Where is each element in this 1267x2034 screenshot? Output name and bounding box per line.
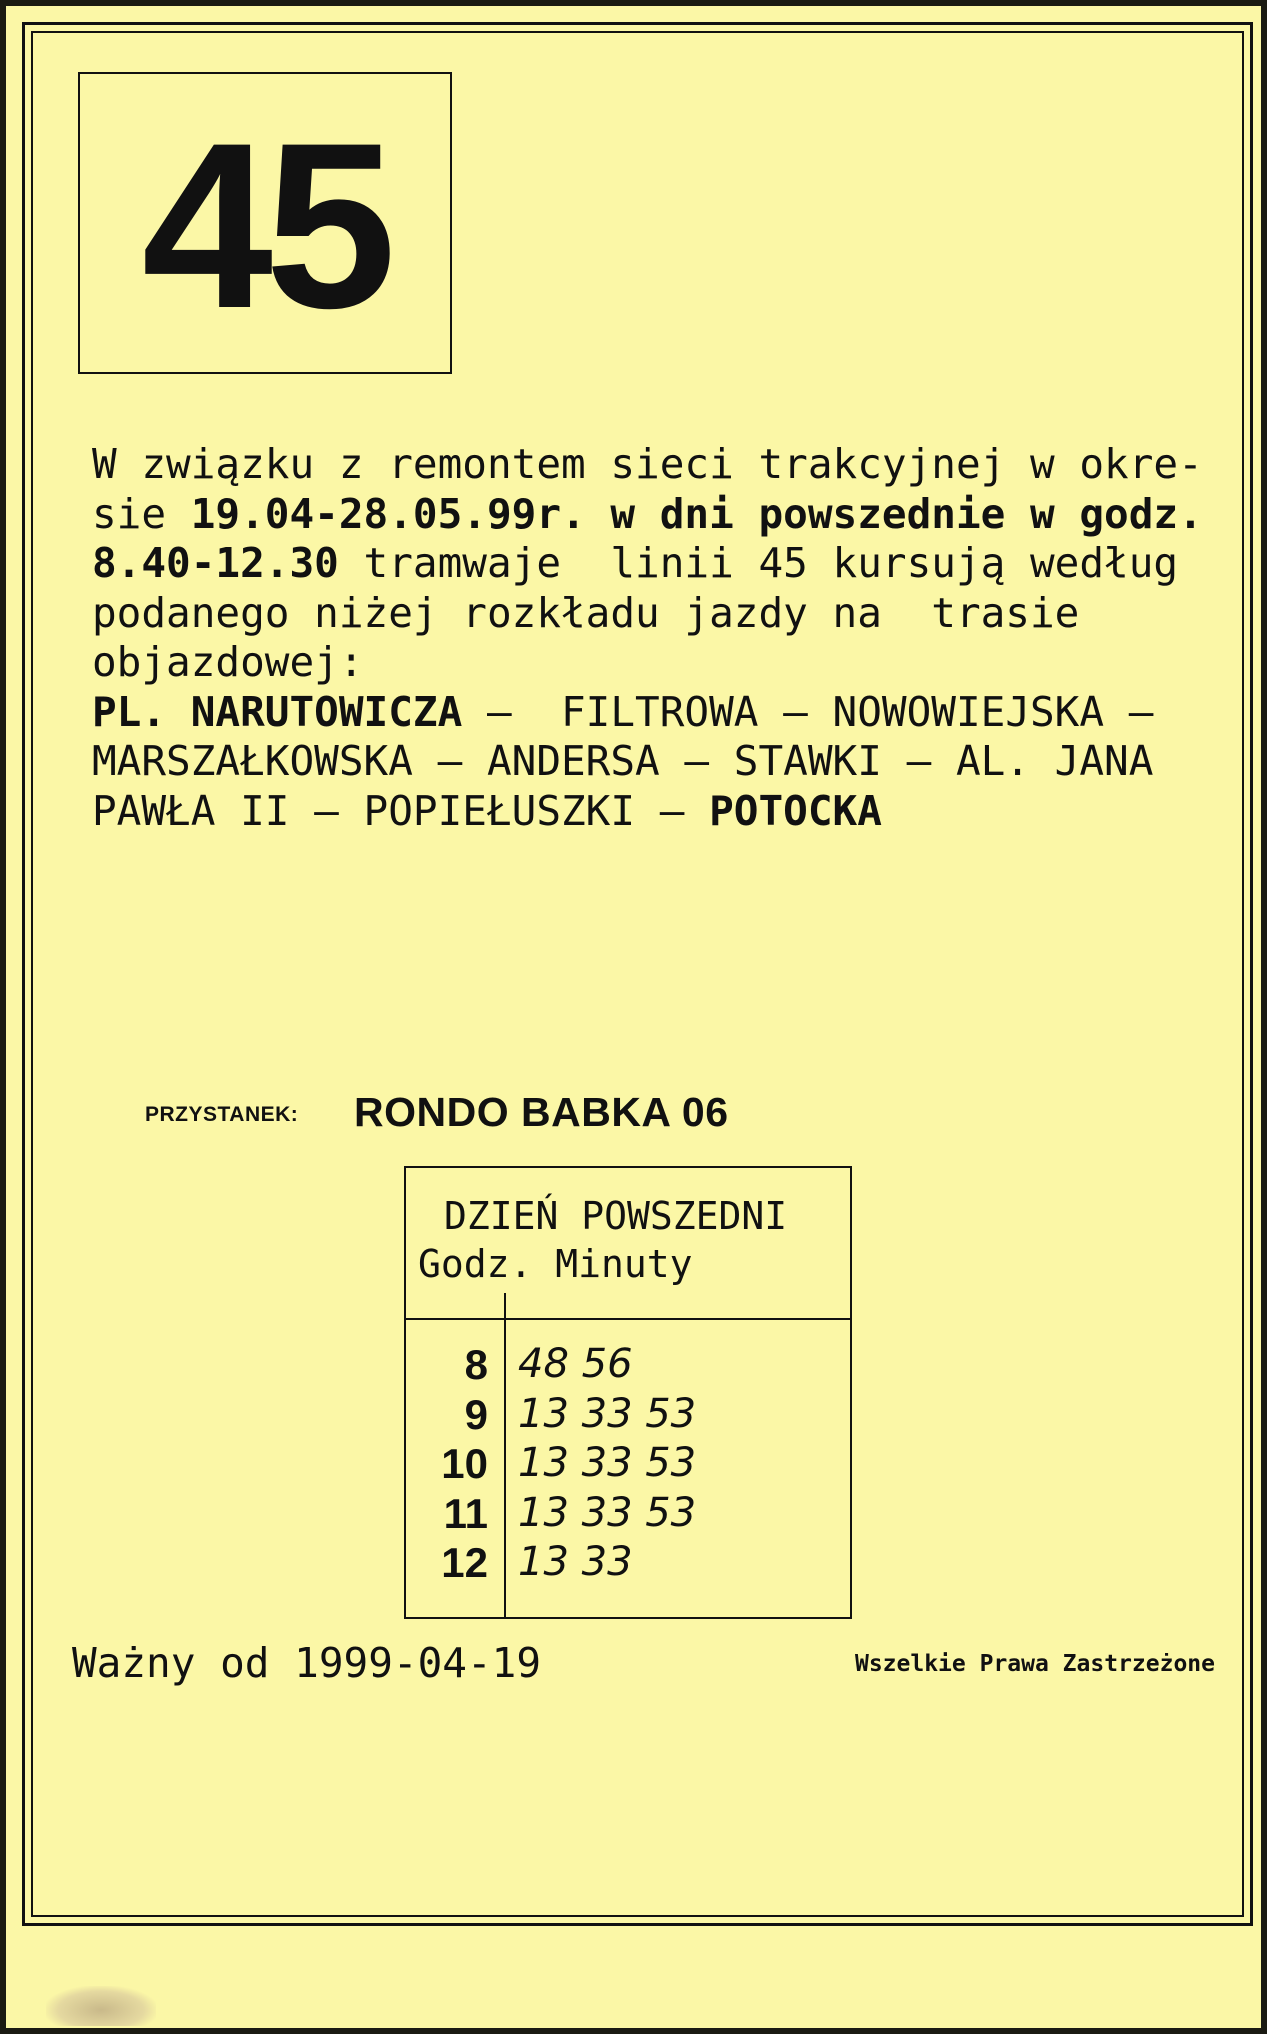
route-text: – FILTROWA – NOWOWIEJSKA –: [462, 687, 1154, 736]
valid-from: Ważny od 1999-04-19: [72, 1639, 541, 1687]
notice-text: podanego niżej rozkładu jazdy na trasie: [92, 588, 1080, 637]
notice-hours: 8.40-12.30: [92, 539, 339, 587]
minutes-cell: 13 33 53: [518, 1489, 697, 1536]
line-number-box: [78, 72, 452, 374]
notice-line-6: [92, 688, 1192, 738]
hour-cell: 9: [464, 1390, 488, 1438]
minutes-cell: 13 33 53: [518, 1440, 697, 1486]
route-start: PL. NARUTOWICZA: [92, 687, 463, 736]
timetable-rows: [406, 1340, 850, 1588]
paper-stain: [46, 1986, 156, 2026]
minutes-cell: 13 33 53: [518, 1390, 697, 1437]
header-divider: [406, 1318, 850, 1320]
notice-line-7: [92, 737, 1192, 787]
minutes-cell: 13 33: [518, 1539, 633, 1585]
hour-cell: 12: [441, 1539, 488, 1586]
notice-line-8: [92, 787, 1192, 837]
table-row: [406, 1538, 850, 1588]
route-text: PAWŁA II – POPIEŁUSZKI –: [92, 786, 710, 835]
notice-text: tramwaje linii 45 kursują według: [338, 539, 1179, 587]
column-headers: [418, 1242, 693, 1286]
notice-text: W związku z remontem sieci trakcyjnej w okre-: [92, 440, 1203, 488]
timetable-table: [404, 1166, 852, 1619]
notice-line-2: [92, 489, 1203, 540]
line-number: 45: [141, 94, 389, 358]
stop-name: RONDO BABKA 06: [354, 1089, 729, 1135]
notice-period: 19.04-28.05.99r. w dni powszednie w godz.: [190, 489, 1203, 538]
stop-label: PRZYSTANEK:: [145, 1103, 299, 1126]
notice-line-5: [92, 638, 1192, 688]
route-text: MARSZAŁKOWSKA – ANDERSA – STAWKI – AL. JANA: [92, 737, 1154, 785]
table-row: [406, 1439, 850, 1489]
table-row: [406, 1489, 850, 1539]
notice-line-3: [92, 539, 1192, 589]
route-end: POTOCKA: [709, 786, 882, 835]
hour-cell: 10: [441, 1440, 488, 1487]
table-row: [406, 1340, 850, 1390]
hour-column-header: Godz.: [418, 1242, 533, 1286]
detour-notice: [92, 440, 1203, 836]
minutes-cell: 48 56: [518, 1341, 633, 1387]
table-row: [406, 1390, 850, 1440]
notice-text: sie: [92, 489, 191, 538]
hour-cell: 11: [443, 1489, 488, 1537]
notice-line-4: [92, 589, 1192, 639]
notice-text: objazdowej:: [92, 638, 364, 686]
notice-line-1: [92, 440, 1203, 490]
minutes-column-header: Minuty: [555, 1242, 693, 1286]
day-type-header: DZIEŃ POWSZEDNI: [444, 1194, 788, 1238]
rights-notice: Wszelkie Prawa Zastrzeżone: [854, 1651, 1215, 1677]
hour-cell: 8: [464, 1341, 488, 1388]
timetable-sheet: [6, 6, 1261, 2028]
